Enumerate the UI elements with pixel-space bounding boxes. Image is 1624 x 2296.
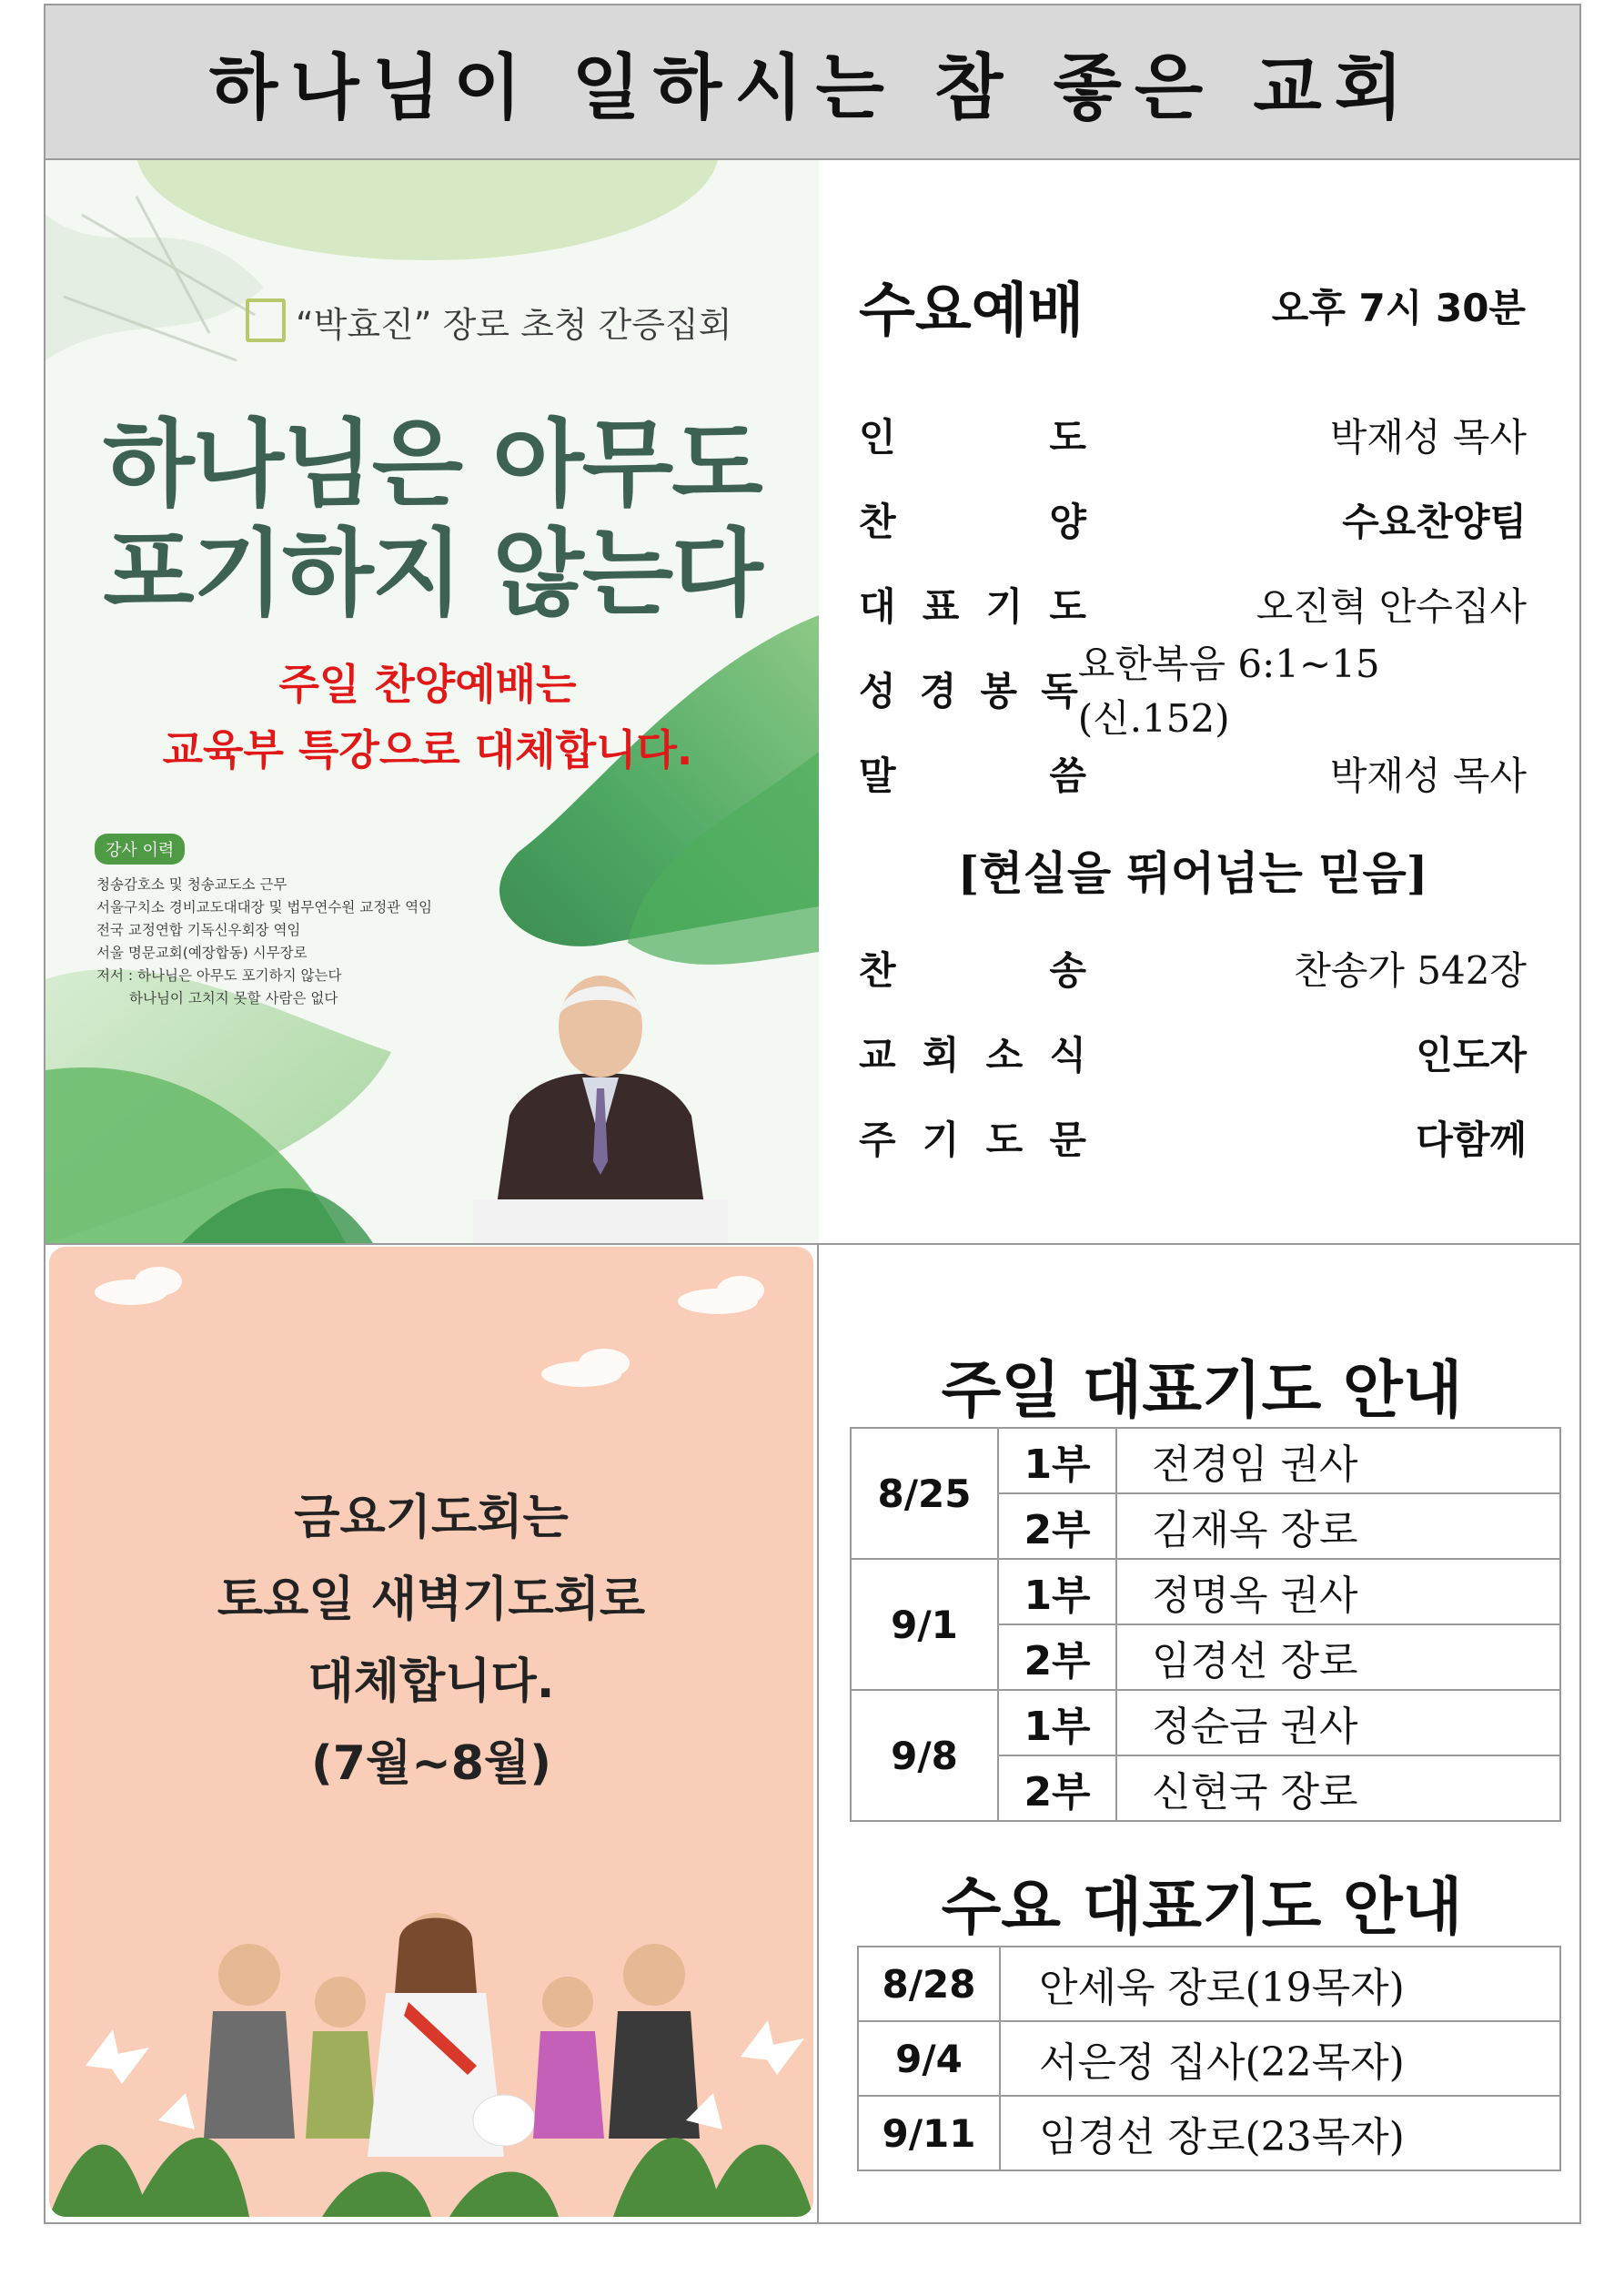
event-poster — [45, 160, 819, 1243]
table-row — [858, 2096, 1560, 2170]
prayer-leader-name: 신현국 장로 — [1116, 1755, 1560, 1821]
prayer-leader-name: 안세욱 장로(19목자) — [1000, 1947, 1560, 2021]
sunday-prayer-title: 주일 대표기도 안내 — [941, 1355, 1463, 1427]
service-row-label-char: 기 — [922, 1118, 960, 1162]
prayer-date: 9/8 — [851, 1690, 998, 1821]
service-row-label-char: 성 — [859, 669, 896, 713]
service-row-label-char: 도 — [1049, 415, 1086, 460]
prayer-date: 9/11 — [858, 2096, 1000, 2170]
service-row-value: 찬송가 542장 — [1294, 948, 1527, 993]
prayer-date: 8/25 — [851, 1428, 998, 1559]
service-row-label-char: 주 — [859, 1118, 896, 1162]
friday-notice-line-3: 대체합니다. — [308, 1654, 555, 1709]
speaker-history-item: 청송감호소 및 청송교도소 근무 — [96, 876, 287, 893]
service-row — [859, 492, 1527, 547]
sunday-prayer-table — [850, 1427, 1561, 1822]
service-part: 1부 — [998, 1690, 1116, 1755]
poster-notice-line-2: 교육부 특강으로 대체합니다. — [162, 725, 693, 774]
friday-prayer-notice-card — [49, 1247, 813, 2217]
service-row-label-char: 씀 — [1049, 754, 1086, 798]
prayer-leader-name: 전경임 권사 — [1116, 1428, 1560, 1493]
service-row-value: 인도자 — [1416, 1033, 1527, 1077]
service-row-value: 수요찬양팀 — [1342, 500, 1527, 544]
service-row-label — [859, 577, 1086, 632]
prayer-date: 9/1 — [851, 1559, 998, 1690]
service-row-label — [859, 746, 1086, 801]
prayer-leader-name: 정순금 권사 — [1116, 1690, 1560, 1755]
friday-notice-line-2: 토요일 새벽기도회로 — [217, 1573, 646, 1627]
page-title: 하나님이 일하시는 참 좋은 교회 — [208, 47, 1417, 129]
service-row-label — [859, 408, 1086, 462]
prayer-leader-name: 김재옥 장로 — [1116, 1493, 1560, 1559]
service-row-label-char: 양 — [1049, 500, 1086, 544]
service-row-value: 다함께 — [1416, 1118, 1527, 1162]
service-row-value: 박재성 목사 — [1329, 754, 1527, 798]
service-row-label-char: 표 — [922, 584, 960, 629]
speaker-photo — [455, 961, 746, 1243]
service-row-label-char: 식 — [1049, 1033, 1086, 1077]
row-divider — [44, 1243, 1581, 1245]
service-row-label-char: 인 — [859, 415, 896, 460]
service-part: 2부 — [998, 1624, 1116, 1690]
speaker-history-list — [96, 874, 432, 1010]
service-row-value: 박재성 목사 — [1329, 415, 1527, 460]
service-row — [859, 941, 1527, 996]
service-row-label — [859, 492, 1086, 547]
wednesday-service-title: 수요예배 — [859, 278, 1084, 345]
speaker-history-item: 서울구치소 경비교도대대장 및 법무연수원 교정관 역임 — [96, 899, 433, 915]
table-row — [851, 1690, 1560, 1755]
service-row — [859, 1110, 1527, 1165]
service-part: 2부 — [998, 1493, 1116, 1559]
table-row — [851, 1428, 1560, 1493]
service-row-value: 요한복음 6:1~15 (신.152) — [1077, 642, 1380, 741]
service-row-label — [859, 662, 1078, 716]
table-row — [851, 1559, 1560, 1624]
service-row-label-char: 교 — [859, 1033, 896, 1077]
prayer-date: 8/28 — [858, 1947, 1000, 2021]
service-row-label-char: 찬 — [859, 948, 896, 993]
service-row — [859, 1026, 1527, 1080]
wednesday-service-time: 오후 7시 30분 — [1271, 286, 1526, 330]
prayer-leader-name: 서은정 집사(22목자) — [1000, 2021, 1560, 2096]
service-row — [859, 746, 1527, 801]
service-part: 1부 — [998, 1428, 1116, 1493]
service-part: 1부 — [998, 1559, 1116, 1624]
service-row-label-char: 봉 — [980, 669, 1018, 713]
service-row-label-char: 경 — [919, 669, 957, 713]
friday-notice-line-1: 금요기도회는 — [294, 1491, 569, 1545]
prayer-leader-name: 정명옥 권사 — [1116, 1559, 1560, 1624]
service-row-label-char: 소 — [985, 1033, 1024, 1077]
prayer-leader-name: 임경선 장로 — [1116, 1624, 1560, 1690]
speaker-history-item: 하나님이 고치지 못할 사람은 없다 — [129, 990, 338, 1006]
prayer-leader-name: 임경선 장로(23목자) — [1000, 2096, 1560, 2170]
service-row-label-char: 문 — [1049, 1118, 1086, 1162]
poster-headline-line-2: 포기하지 않는다 — [103, 518, 762, 629]
speaker-history-item: 전국 교정연합 기독신우회장 역임 — [96, 922, 301, 938]
friday-notice-line-4: (7월~8월) — [311, 1736, 551, 1791]
speaker-history-item: 저서 : 하나님은 아무도 포기하지 않는다 — [96, 967, 342, 984]
service-row-label-char: 송 — [1049, 948, 1086, 993]
poster-headline-line-1: 하나님은 아무도 — [103, 409, 762, 520]
service-row-value: 오진혁 안수집사 — [1256, 584, 1527, 629]
service-row-label — [859, 1110, 1086, 1165]
service-row — [859, 642, 1527, 741]
speaker-history-badge: 강사 이력 — [95, 834, 185, 865]
service-row — [859, 577, 1527, 632]
service-row-label-char: 말 — [859, 754, 896, 798]
service-row-label-char: 기 — [985, 584, 1024, 629]
book-icon — [246, 298, 286, 342]
service-part: 2부 — [998, 1755, 1116, 1821]
wednesday-prayer-title: 수요 대표기도 안내 — [941, 1872, 1463, 1944]
table-row — [858, 2021, 1560, 2096]
poster-subtitle: “박효진” 장로 초청 간증집회 — [296, 305, 732, 345]
wednesday-prayer-table — [857, 1946, 1561, 2171]
service-row-label-char: 도 — [985, 1118, 1024, 1162]
service-row-label-char: 찬 — [859, 500, 896, 544]
service-row-label — [859, 1026, 1086, 1080]
table-row — [858, 1947, 1560, 2021]
service-row-label-char: 도 — [1049, 584, 1086, 629]
service-row-label-char: 대 — [859, 584, 896, 629]
sermon-title: [현실을 뛰어넘는 믿음] — [957, 846, 1428, 900]
poster-notice-line-1: 주일 찬양예배는 — [278, 660, 577, 709]
prayer-date: 9/4 — [858, 2021, 1000, 2096]
page-header — [44, 4, 1581, 160]
service-row-label-char: 독 — [1041, 669, 1078, 713]
service-row-label-char: 회 — [922, 1033, 960, 1077]
speaker-history-item: 서울 명문교회(예장합동) 시무장로 — [96, 945, 308, 961]
service-row-label — [859, 941, 1086, 996]
service-row — [859, 408, 1527, 462]
